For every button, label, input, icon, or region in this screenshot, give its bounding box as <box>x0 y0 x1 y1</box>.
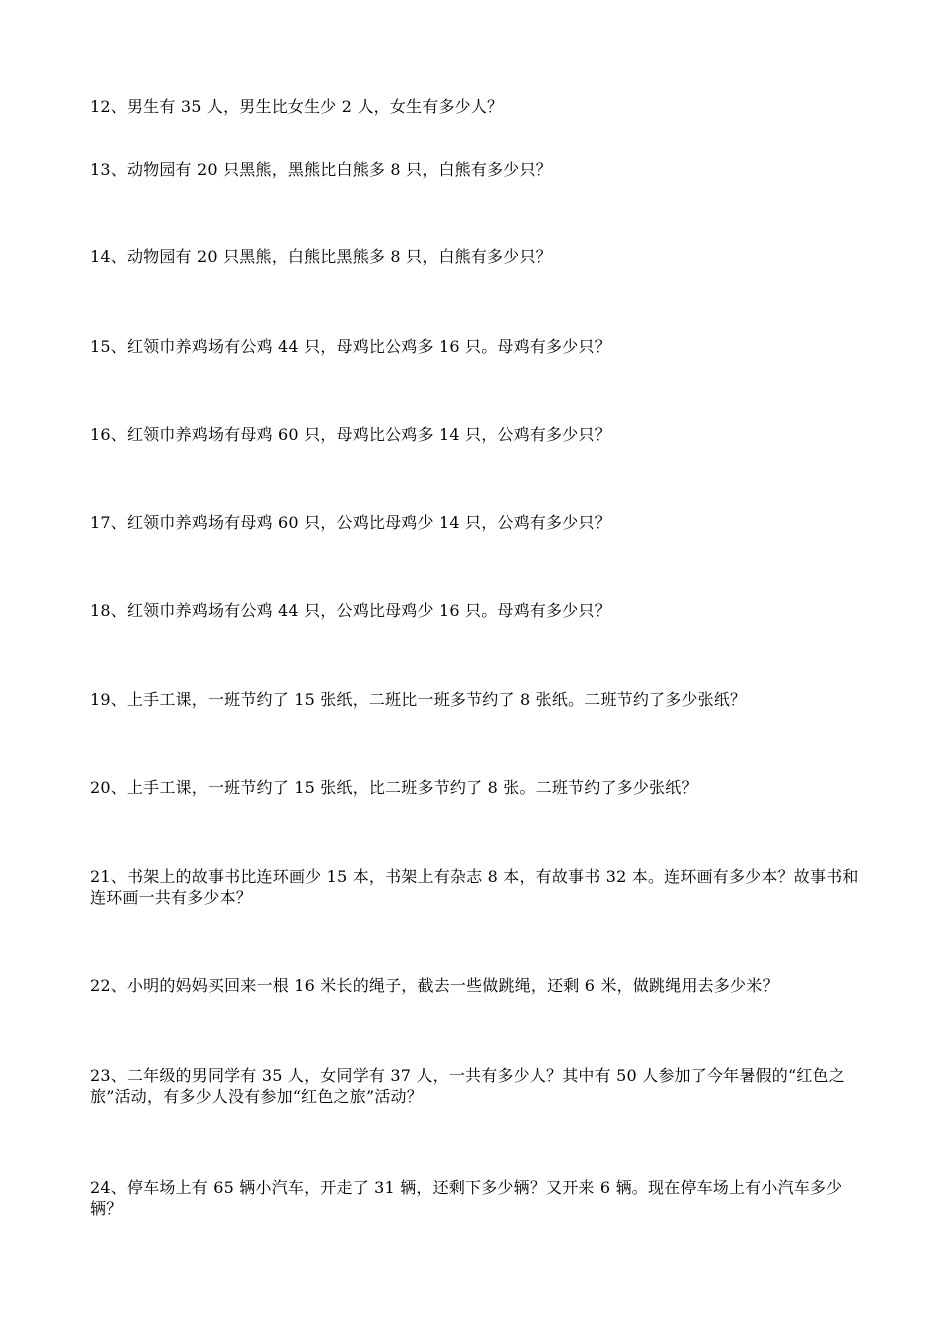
question-14 <box>90 246 870 267</box>
question-24 <box>90 1177 870 1219</box>
question-17 <box>90 512 870 533</box>
question-21 <box>90 866 870 908</box>
question-text: 13、动物园有 20 只黑熊，黑熊比白熊多 8 只，白熊有多少只？ <box>90 160 552 179</box>
question-22 <box>90 975 870 996</box>
question-text: 15、红领巾养鸡场有公鸡 44 只，母鸡比公鸡多 16 只。母鸡有多少只？ <box>90 337 611 356</box>
question-18 <box>90 600 870 621</box>
question-text: 17、红领巾养鸡场有母鸡 60 只，公鸡比母鸡少 14 只，公鸡有多少只？ <box>90 513 611 532</box>
question-20 <box>90 777 870 798</box>
question-text: 21、书架上的故事书比连环画少 15 本，书架上有杂志 8 本，有故事书 32 本。连环画有多少本？故事书和连环画一共有多少本？ <box>90 867 859 907</box>
question-text: 20、上手工课，一班节约了 15 张纸，比二班多节约了 8 张。二班节约了多少张纸？ <box>90 778 698 797</box>
question-text: 18、红领巾养鸡场有公鸡 44 只，公鸡比母鸡少 16 只。母鸡有多少只？ <box>90 601 611 620</box>
question-12 <box>90 96 870 117</box>
question-16 <box>90 424 870 445</box>
question-text: 23、二年级的男同学有 35 人，女同学有 37 人，一共有多少人？其中有 50 人参加了今年暑假的“红色之旅”活动，有多少人没有参加“红色之旅”活动？ <box>90 1066 845 1106</box>
question-13 <box>90 159 870 180</box>
question-text: 22、小明的妈妈买回来一根 16 米长的绳子，截去一些做跳绳，还剩 6 米，做跳绳用去多少米？ <box>90 976 779 995</box>
question-text: 12、男生有 35 人，男生比女生少 2 人，女生有多少人？ <box>90 97 504 116</box>
question-text: 24、停车场上有 65 辆小汽车，开走了 31 辆，还剩下多少辆？又开来 6 辆。现在停车场上有小汽车多少辆？ <box>90 1178 843 1218</box>
question-text: 16、红领巾养鸡场有母鸡 60 只，母鸡比公鸡多 14 只，公鸡有多少只？ <box>90 425 611 444</box>
question-19 <box>90 689 870 710</box>
question-23 <box>90 1065 870 1107</box>
question-15 <box>90 336 870 357</box>
question-text: 14、动物园有 20 只黑熊，白熊比黑熊多 8 只，白熊有多少只？ <box>90 247 552 266</box>
question-text: 19、上手工课，一班节约了 15 张纸，二班比一班多节约了 8 张纸。二班节约了多少张纸？ <box>90 690 747 709</box>
